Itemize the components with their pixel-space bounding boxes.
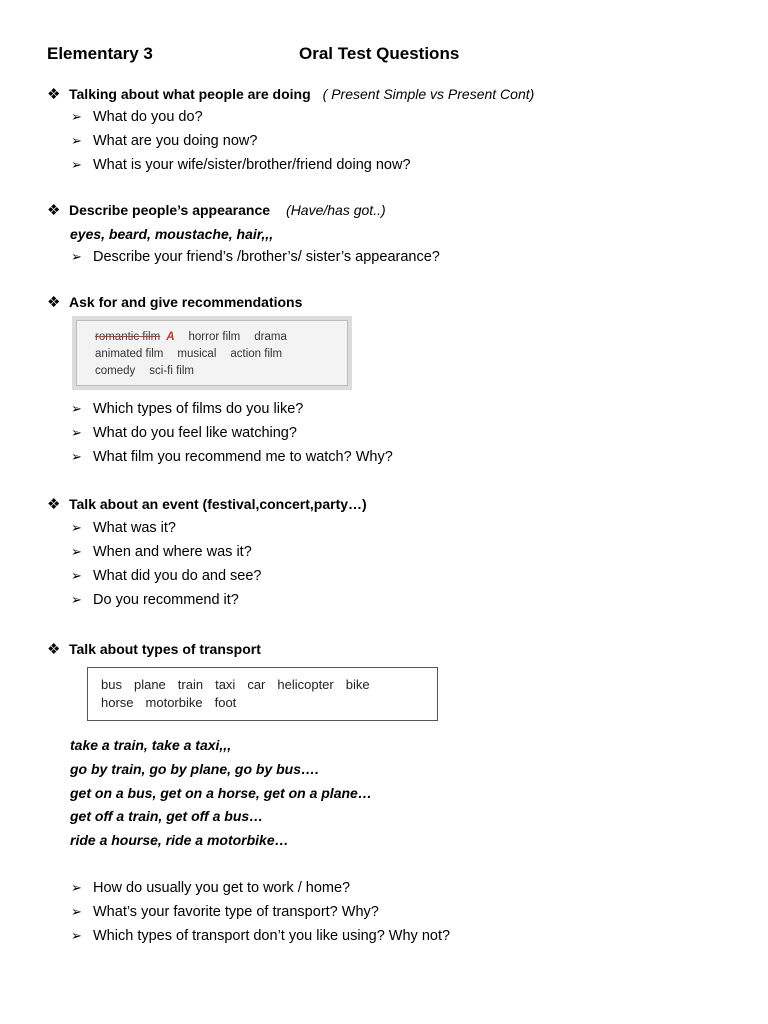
diamond-bullet-icon: ❖ [47, 496, 61, 513]
section-heading-text: Describe people’s appearance [69, 202, 271, 218]
arrow-bullet-icon: ➢ [71, 592, 82, 607]
arrow-bullet-icon: ➢ [71, 133, 82, 148]
question-text: Which types of transport don’t you like using? Why not? [93, 928, 451, 944]
arrow-bullet-icon: ➢ [71, 425, 82, 440]
transport-type: foot [214, 695, 237, 710]
question-text: What are you doing now? [93, 133, 258, 149]
vocabulary-phrase: take a train, take a taxi,,, [70, 737, 232, 753]
vocabulary-phrase: get on a bus, get on a horse, get on a plane… [70, 785, 372, 801]
section-heading-text: Ask for and give recommendations [69, 294, 303, 310]
arrow-bullet-icon: ➢ [71, 904, 82, 919]
transport-type: horse [101, 695, 134, 710]
vocabulary-phrase: ride a hourse, ride a motorbike… [70, 832, 289, 848]
section-heading-text: Talk about types of transport [69, 641, 261, 657]
level-title: Elementary 3 [47, 44, 153, 63]
transport-type: train [177, 677, 204, 692]
arrow-bullet-icon: ➢ [71, 157, 82, 172]
question-item [71, 448, 393, 466]
section-heading-text: Talking about what people are doing [69, 86, 311, 102]
film-type: comedy [95, 365, 136, 377]
question-text: When and where was it? [93, 544, 252, 560]
arrow-bullet-icon: ➢ [71, 928, 82, 943]
question-item [71, 567, 261, 585]
transport-types-box [87, 667, 438, 721]
transport-type: car [247, 677, 266, 692]
film-row-1 [95, 331, 301, 343]
arrow-bullet-icon: ➢ [71, 520, 82, 535]
film-row-2 [95, 348, 296, 360]
transport-type: motorbike [145, 695, 203, 710]
film-type: horror film [188, 331, 241, 343]
question-item [71, 879, 350, 897]
question-item [71, 248, 440, 266]
question-text: How do usually you get to work / home? [93, 880, 351, 896]
transport-type: plane [133, 677, 166, 692]
film-type: action film [230, 348, 283, 360]
transport-row-1 [101, 677, 382, 692]
question-text: What is your wife/sister/brother/friend doing now? [93, 157, 411, 173]
vocabulary-phrase: eyes, beard, moustache, hair,,, [70, 226, 274, 242]
question-item [71, 927, 450, 945]
arrow-bullet-icon: ➢ [71, 544, 82, 559]
transport-type: taxi [215, 677, 236, 692]
question-text: Describe your friend’s /brother’s/ sister’s appearance? [93, 249, 440, 265]
film-type: animated film [95, 348, 164, 360]
question-item [71, 156, 411, 174]
arrow-bullet-icon: ➢ [71, 401, 82, 416]
question-text: Do you recommend it? [93, 592, 239, 608]
question-item [71, 424, 297, 442]
transport-row-2 [101, 695, 248, 710]
question-text: What was it? [93, 520, 176, 536]
question-text: What do you feel like watching? [93, 425, 297, 441]
diamond-bullet-icon: ❖ [47, 641, 61, 658]
section-heading-4 [47, 495, 367, 514]
film-type: sci-fi film [149, 365, 194, 377]
page-title: Oral Test Questions [299, 44, 460, 63]
arrow-bullet-icon: ➢ [71, 880, 82, 895]
film-type: romantic film [95, 331, 161, 343]
question-item [71, 108, 203, 126]
transport-type: helicopter [277, 677, 334, 692]
question-text: What film you recommend me to watch? Why? [93, 449, 393, 465]
vocabulary-phrase: go by train, go by plane, go by bus…. [70, 761, 319, 777]
section-note: (Have/has got..) [286, 202, 386, 218]
arrow-bullet-icon: ➢ [71, 568, 82, 583]
question-text: What do you do? [93, 109, 203, 125]
vocabulary-phrase: get off a train, get off a bus… [70, 808, 264, 824]
question-text: Which types of films do you like? [93, 401, 304, 417]
diamond-bullet-icon: ❖ [47, 202, 61, 219]
film-types-box [72, 316, 352, 390]
section-note: ( Present Simple vs Present Cont) [322, 86, 535, 102]
question-item [71, 132, 257, 150]
film-types-inner [76, 320, 348, 386]
question-item [71, 519, 176, 537]
section-heading-1 [47, 85, 534, 104]
arrow-bullet-icon: ➢ [71, 449, 82, 464]
arrow-bullet-icon: ➢ [71, 109, 82, 124]
question-item [71, 543, 252, 561]
transport-type: bike [345, 677, 370, 692]
film-type: musical [177, 348, 217, 360]
film-type: drama [254, 331, 287, 343]
section-heading-3 [47, 293, 302, 312]
answer-mark: A [166, 331, 175, 343]
section-heading-5 [47, 640, 261, 659]
section-heading-text: Talk about an event (festival,concert,party…) [69, 496, 367, 512]
question-text: What did you do and see? [93, 568, 262, 584]
transport-type: bus [101, 677, 122, 692]
film-row-3 [95, 365, 208, 377]
question-item [71, 400, 303, 418]
arrow-bullet-icon: ➢ [71, 249, 82, 264]
question-item [71, 591, 239, 609]
question-text: What’s your favorite type of transport? Why? [93, 904, 379, 920]
question-item [71, 903, 379, 921]
diamond-bullet-icon: ❖ [47, 294, 61, 311]
section-heading-2 [47, 201, 386, 220]
diamond-bullet-icon: ❖ [47, 86, 61, 103]
